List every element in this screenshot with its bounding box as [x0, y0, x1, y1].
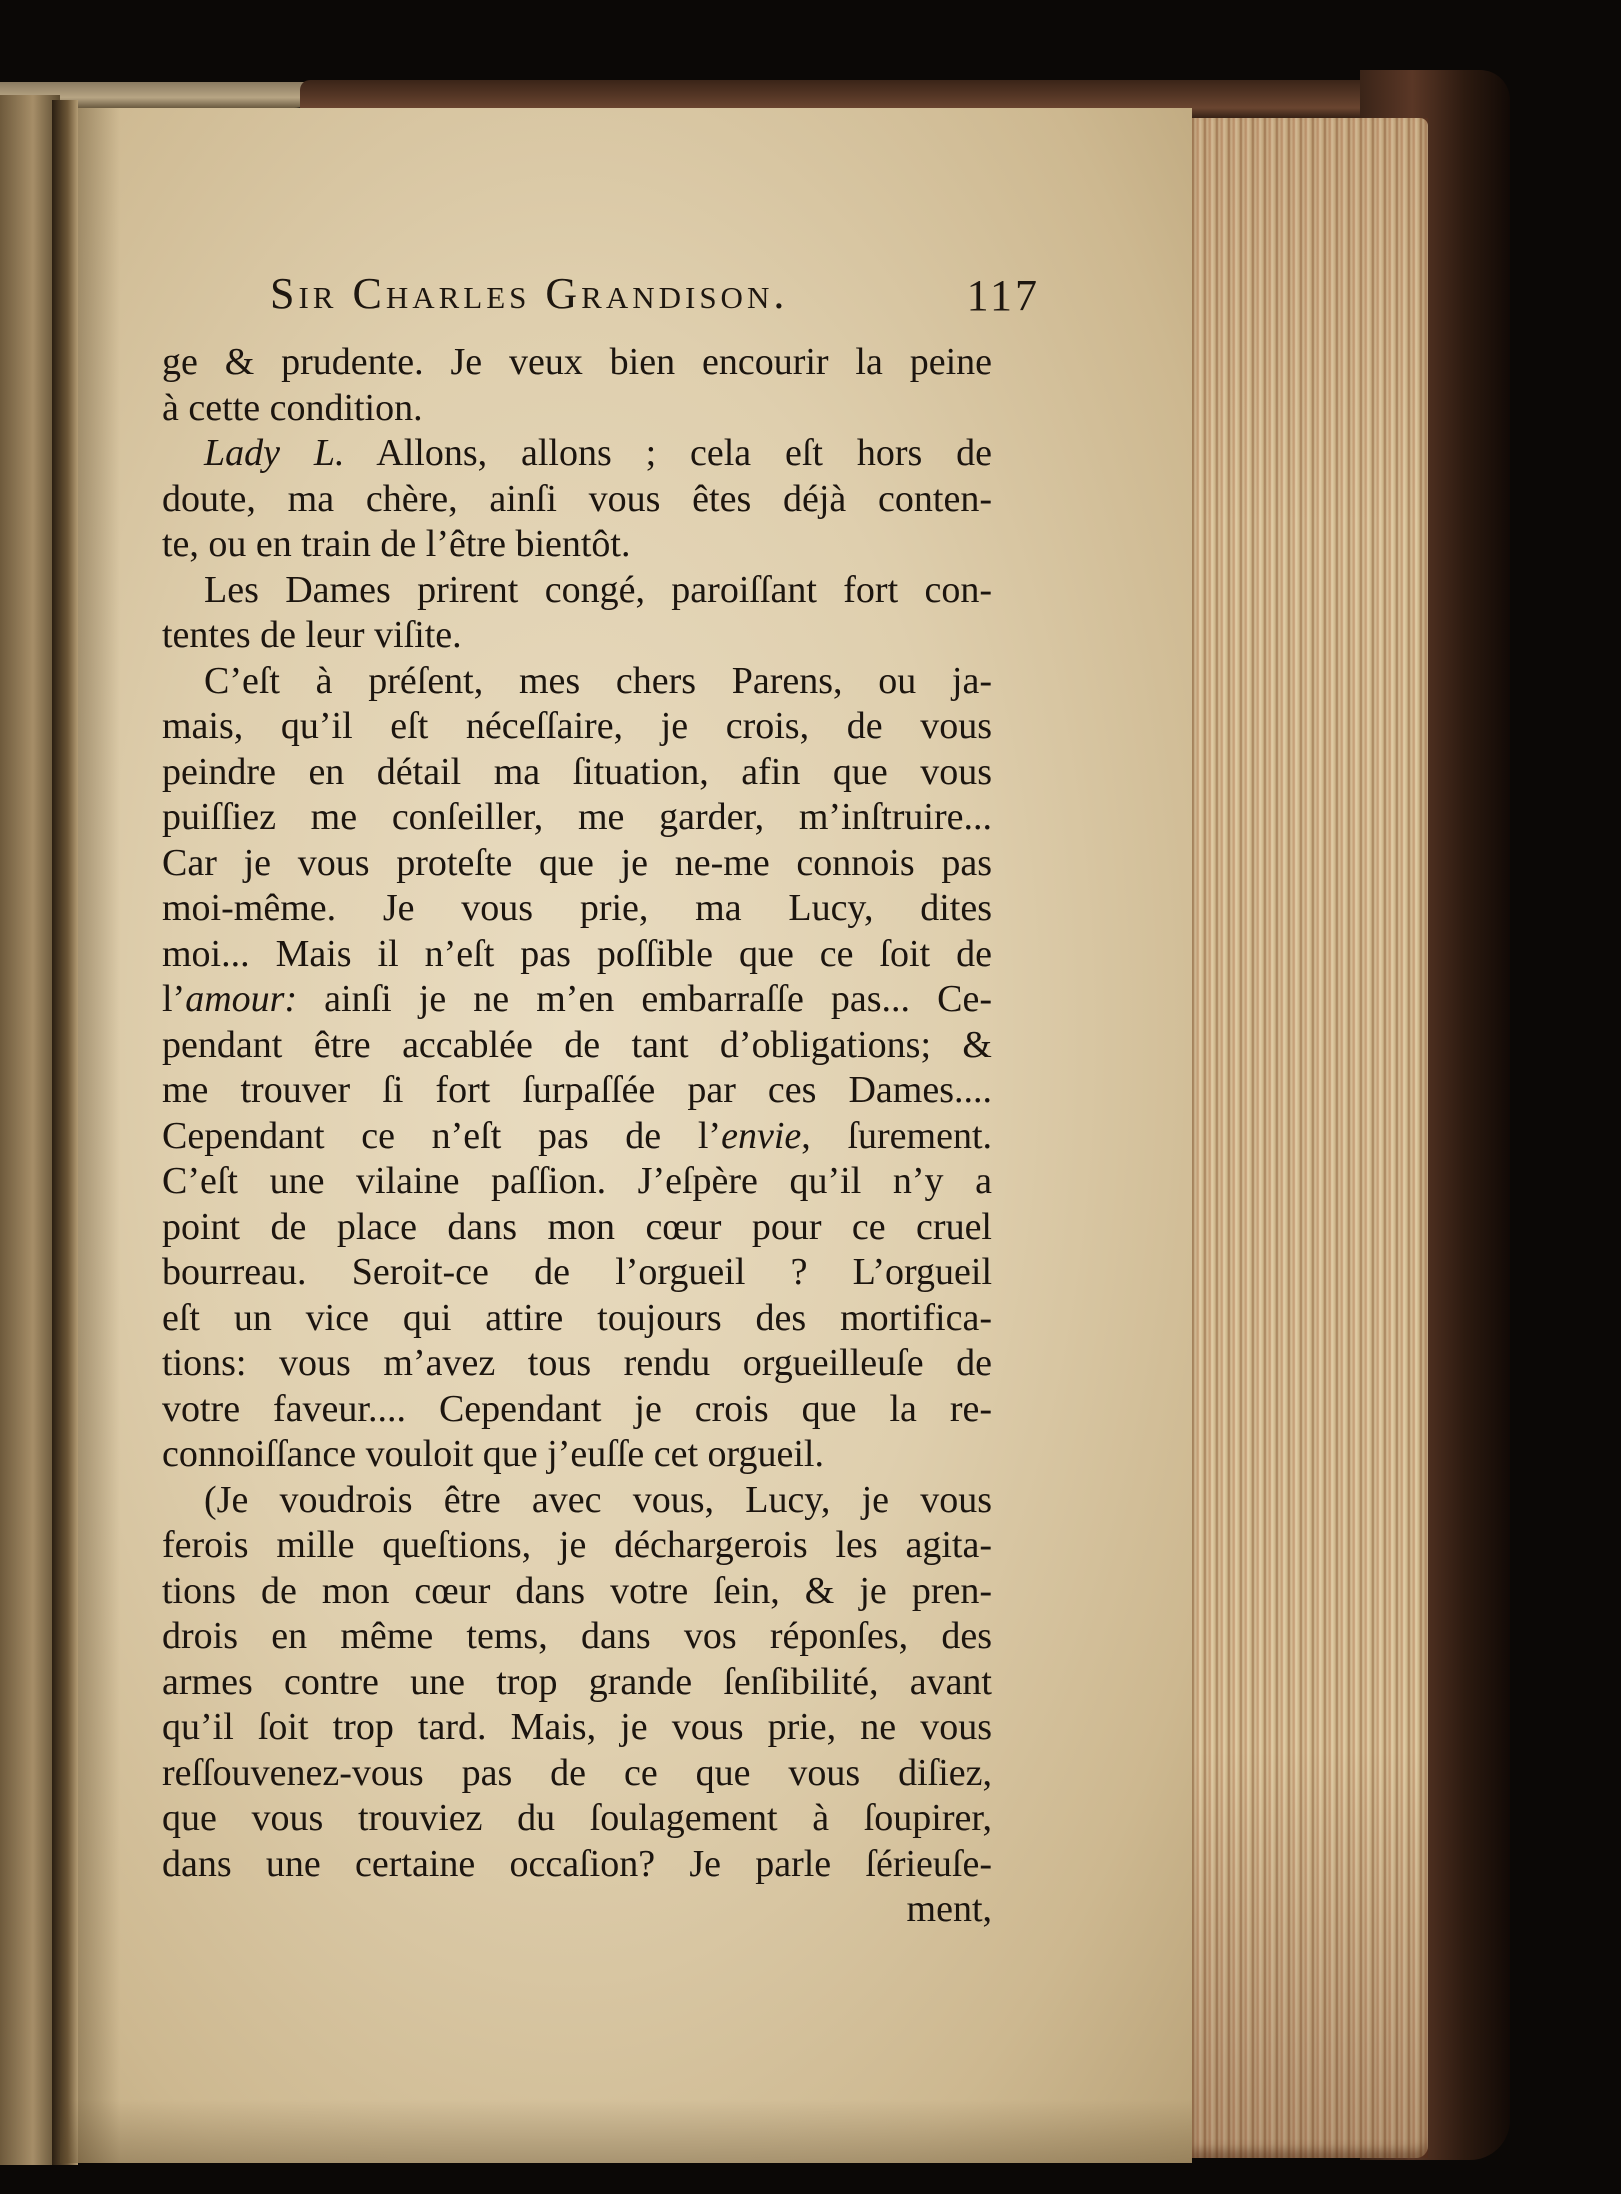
page-number: 117: [966, 271, 1040, 320]
text-line: [162, 1296, 992, 1342]
text-segment: armes contre une trop grande ſenſibilité, avant: [162, 1660, 992, 1703]
text-segment: drois en même tems, dans vos réponſes, des: [162, 1615, 992, 1657]
text-segment: votre faveur.... Cependant je crois que la re-: [162, 1387, 992, 1430]
text-segment: Les Dames prirent congé, paroiſſant fort con-: [204, 568, 992, 611]
text-segment: à cette condition.: [162, 386, 423, 429]
text-segment: que vous trouviez du ſoulagement à ſoupirer,: [162, 1797, 992, 1839]
left-facing-page: [0, 95, 60, 2165]
text-segment: tions de mon cœur dans votre ſein, & je pren-: [162, 1569, 992, 1612]
text-line: [162, 977, 992, 1023]
text-segment: qu’il ſoit trop tard. Mais, je vous prie, ne vous: [162, 1706, 992, 1748]
text-line: [162, 613, 992, 659]
text-line: [162, 1341, 992, 1387]
catchword: ment,: [906, 1888, 992, 1930]
text-segment: bourreau. Seroit-ce de l’orgueil ? L’orgueil: [162, 1251, 992, 1293]
text-segment: l’: [162, 978, 186, 1020]
text-line: [162, 1250, 992, 1296]
text-segment: ferois mille queſtions, je déchargerois les agita-: [162, 1524, 992, 1566]
text-line: [162, 1205, 992, 1251]
text-segment: te, ou en train de l’être bientôt.: [162, 523, 631, 565]
text-segment: reſſouvenez-vous pas de ce que vous diſiez,: [162, 1751, 992, 1794]
text-segment: moi-même. Je vous prie, ma Lucy, dites: [162, 887, 992, 929]
text-segment: moi... Mais il n’eſt pas poſſible que ce ſoit de: [162, 932, 992, 975]
text-line: [162, 1387, 992, 1433]
italic-text: envie: [721, 1114, 802, 1157]
text-segment: ainſi je ne m’en embarraſſe pas... Ce-: [297, 978, 992, 1020]
text-line: [162, 1660, 992, 1706]
text-segment: me trouver ſi fort ſurpaſſée par ces Dames....: [162, 1069, 992, 1111]
text-line: [162, 1068, 992, 1114]
text-line: [162, 340, 992, 386]
text-line: [162, 1796, 992, 1842]
text-line: [162, 1523, 992, 1569]
body-text: [162, 340, 992, 1933]
text-line: [162, 1023, 992, 1069]
text-line: [162, 1614, 992, 1660]
text-segment: tions: vous m’avez tous rendu orgueilleuſe de: [162, 1342, 992, 1384]
page-bottom-shadow: [60, 2100, 1192, 2163]
text-line: [162, 1569, 992, 1615]
text-segment: Car je vous proteſte que je ne-me connois pas: [162, 841, 992, 884]
text-line: [162, 750, 992, 796]
text-segment: puiſſiez me conſeiller, me garder, m’inſtruire...: [162, 796, 992, 838]
text-segment: ge & prudente. Je veux bien encourir la peine: [162, 341, 992, 383]
text-segment: eſt un vice qui attire toujours des mortifica-: [162, 1296, 992, 1339]
text-line: [162, 886, 992, 932]
text-line: [162, 1705, 992, 1751]
text-line: [162, 1751, 992, 1797]
running-head-title: Sir Charles Grandison.: [270, 269, 789, 318]
text-segment: peindre en détail ma ſituation, afin que vous: [162, 750, 992, 793]
text-segment: Allons, allons ; cela eſt hors de: [344, 432, 992, 474]
text-segment: dans une certaine occaſion? Je parle ſérieuſe-: [162, 1842, 992, 1885]
text-line: [162, 477, 992, 523]
text-line: [162, 1159, 992, 1205]
text-line: [162, 1432, 992, 1478]
italic-text: amour:: [185, 978, 298, 1020]
text-line: [162, 932, 992, 978]
gutter: [52, 100, 78, 2165]
text-line: [162, 568, 992, 614]
text-segment: pendant être accablée de tant d’obligations; &: [162, 1023, 992, 1066]
text-segment: Cependant ce n’eſt pas de l’: [162, 1114, 722, 1157]
text-segment: (Je voudrois être avec vous, Lucy, je vous: [204, 1478, 992, 1521]
text-line: [162, 522, 992, 568]
text-line: [162, 795, 992, 841]
text-segment: doute, ma chère, ainſi vous êtes déjà conten-: [162, 477, 992, 520]
text-line: [162, 431, 992, 477]
text-line: [162, 841, 992, 887]
text-line: [162, 1842, 992, 1888]
text-segment: mais, qu’il eſt néceſſaire, je crois, de vous: [162, 705, 992, 747]
italic-text: Lady L.: [204, 432, 345, 474]
text-line: [162, 1478, 992, 1524]
text-line: [162, 1114, 992, 1160]
text-line: [162, 704, 992, 750]
text-line: [162, 386, 992, 432]
running-head: [270, 268, 1030, 328]
text-segment: tentes de leur viſite.: [162, 614, 462, 656]
text-segment: point de place dans mon cœur pour ce cruel: [162, 1205, 992, 1248]
text-segment: , ſurement.: [801, 1114, 993, 1157]
text-segment: connoiſſance vouloit que j’euſſe cet orgueil.: [162, 1433, 824, 1475]
text-segment: C’eſt à préſent, mes chers Parens, ou ja-: [204, 659, 992, 702]
page-block-shading: [1188, 118, 1428, 2158]
text-line: [162, 659, 992, 705]
text-segment: C’eſt une vilaine paſſion. J’eſpère qu’il n’y a: [162, 1160, 992, 1202]
